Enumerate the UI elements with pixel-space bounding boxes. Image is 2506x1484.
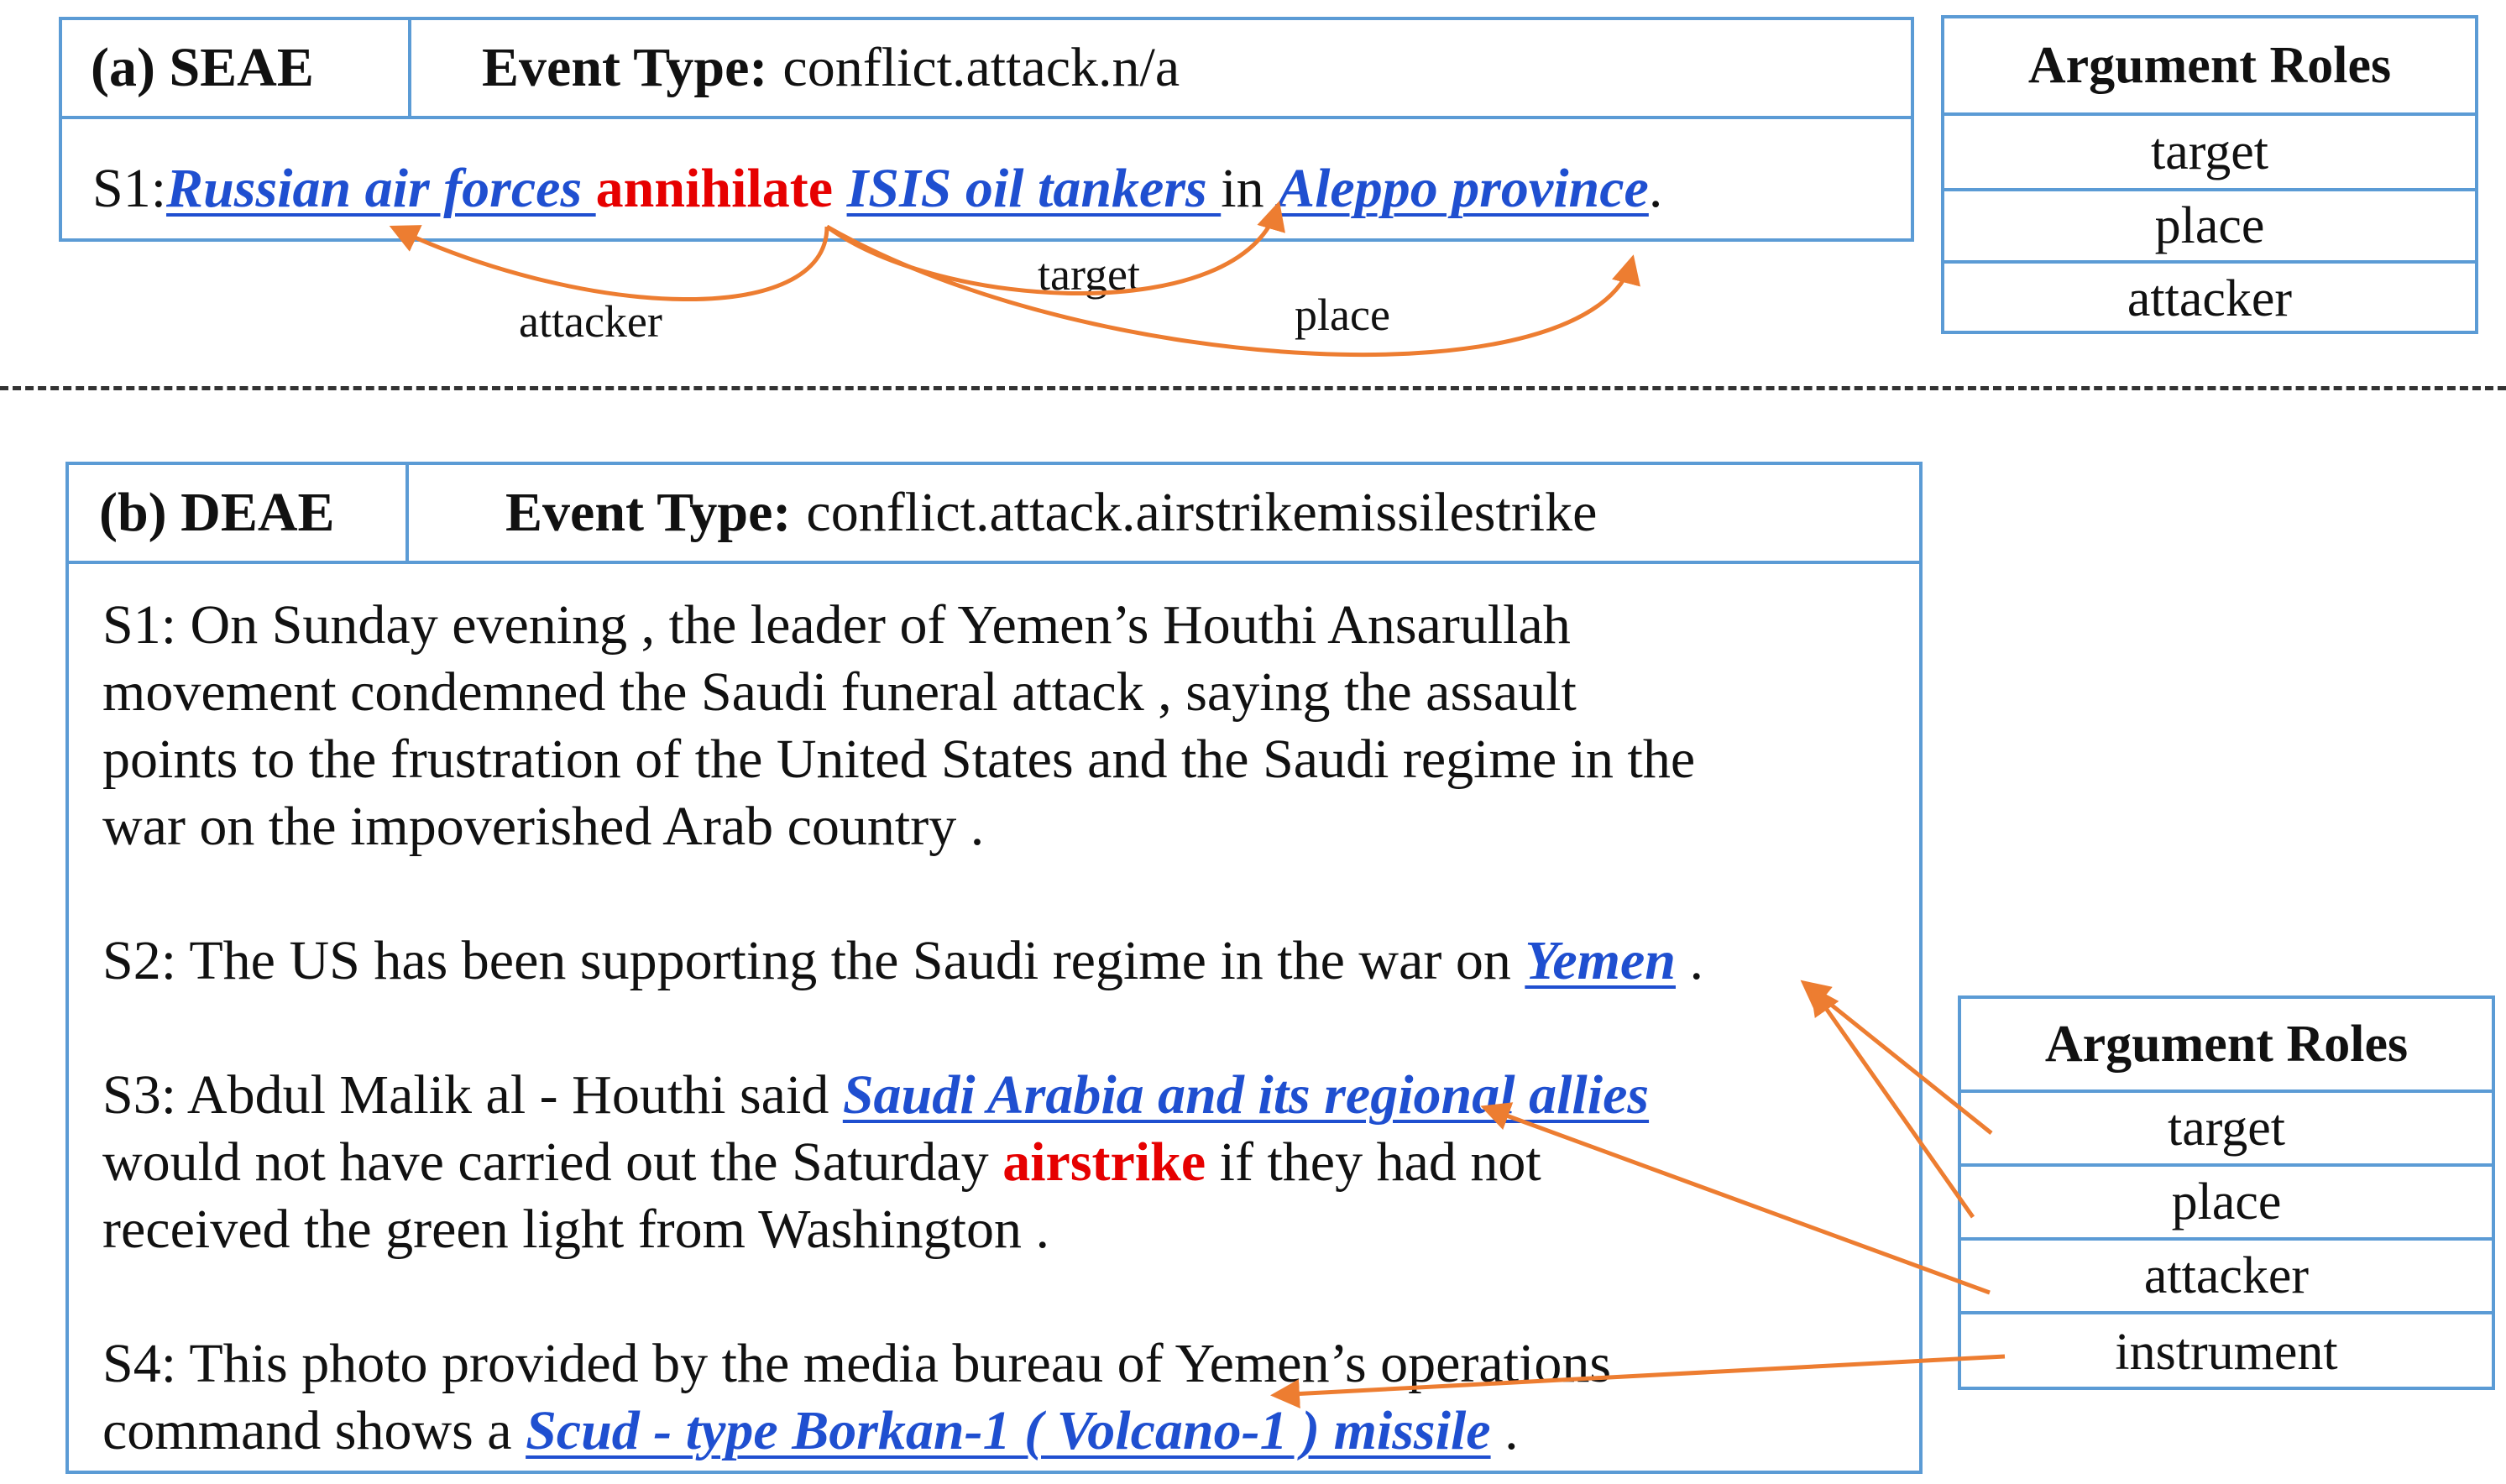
seae-panel xyxy=(59,17,1914,242)
seae-role-place: place xyxy=(1944,188,2475,260)
deae-s3-line-1 xyxy=(102,1064,1650,1126)
deae-s3-line-2 xyxy=(102,1131,1541,1193)
seae-label: (a) SEAE xyxy=(91,37,314,98)
seae-event-type-value: conflict.attack.n/a xyxy=(782,37,1180,98)
deae-role-target: target xyxy=(1961,1089,2492,1163)
edge-label-target: target xyxy=(1038,249,1140,300)
deae-s3-line-3: received the green light from Washington . xyxy=(102,1199,1049,1260)
deae-event-type-label: Event Type: xyxy=(505,482,792,543)
seae-arg-place: Aleppo province xyxy=(1278,158,1649,219)
deae-header xyxy=(69,465,1919,564)
deae-s4-line-1: S4: This photo provided by the media bureau of Yemen’s operations xyxy=(102,1333,1612,1394)
deae-role-place: place xyxy=(1961,1163,2492,1237)
deae-argument-roles-table xyxy=(1958,995,2495,1390)
seae-event-type xyxy=(482,20,1180,116)
deae-s2-line xyxy=(102,930,1703,991)
deae-label: (b) DEAE xyxy=(99,482,335,543)
seae-roles-title: Argument Roles xyxy=(2027,36,2392,94)
deae-arg-place: Yemen xyxy=(1525,930,1676,991)
deae-s3-l2-prefix: would not have carried out the Saturday xyxy=(102,1131,1003,1193)
deae-panel xyxy=(65,462,1923,1474)
seae-arrow-place xyxy=(827,227,1632,355)
seae-sentence xyxy=(92,158,1663,219)
deae-arg-attacker: Saudi Arabia and its regional allies xyxy=(842,1064,1650,1126)
deae-s2-prefix: S2: The US has been supporting the Saudi regime in the war on xyxy=(102,930,1525,991)
deae-event-type-value: conflict.attack.airstrikemissilestrike xyxy=(806,482,1598,543)
seae-header-divider xyxy=(408,20,411,116)
seae-role-target: target xyxy=(1944,112,2475,188)
seae-header xyxy=(62,20,1911,119)
deae-s1-line-3: points to the frustration of the United States and the Saudi regime in the xyxy=(102,729,1696,790)
deae-s3-prefix: S3: Abdul Malik al - Houthi said xyxy=(102,1064,843,1126)
seae-arg-attacker: Russian air forces xyxy=(166,158,596,219)
deae-roles-title: Argument Roles xyxy=(2044,1015,2409,1073)
deae-s2-end: . xyxy=(1675,930,1703,991)
deae-s4-l2-prefix: command shows a xyxy=(102,1400,526,1461)
seae-arg-target: ISIS oil tankers xyxy=(846,158,1222,219)
seae-event-type-label: Event Type: xyxy=(482,37,768,98)
seae-sentence-end: . xyxy=(1648,158,1663,219)
deae-s3-l2-end: if they had not xyxy=(1206,1131,1541,1193)
seae-trigger: annihilate xyxy=(595,158,834,219)
edge-label-place: place xyxy=(1295,290,1390,340)
deae-s4-line-2 xyxy=(102,1400,1519,1461)
deae-arg-instrument: Scud - type Borkan-1 ( Volcano-1 ) missile xyxy=(526,1400,1491,1461)
deae-s4-end: . xyxy=(1490,1400,1519,1461)
deae-s1-line-1: S1: On Sunday evening , the leader of Yemen’s Houthi Ansarullah xyxy=(102,594,1571,656)
seae-role-attacker: attacker xyxy=(1944,260,2475,334)
deae-role-instrument: instrument xyxy=(1961,1311,2492,1390)
deae-trigger: airstrike xyxy=(1002,1131,1206,1193)
deae-event-type xyxy=(505,465,1597,561)
deae-role-attacker: attacker xyxy=(1961,1237,2492,1311)
seae-argument-roles-table xyxy=(1941,15,2478,334)
deae-s1-line-2: movement condemned the Saudi funeral attack , saying the assault xyxy=(102,661,1577,723)
deae-header-divider xyxy=(405,465,409,561)
seae-s1-prefix: S1: xyxy=(92,158,167,219)
edge-label-attacker: attacker xyxy=(519,296,662,347)
section-divider xyxy=(0,386,2506,390)
seae-mid-text: in xyxy=(1221,158,1279,219)
deae-s1-line-4: war on the impoverished Arab country . xyxy=(102,796,985,857)
